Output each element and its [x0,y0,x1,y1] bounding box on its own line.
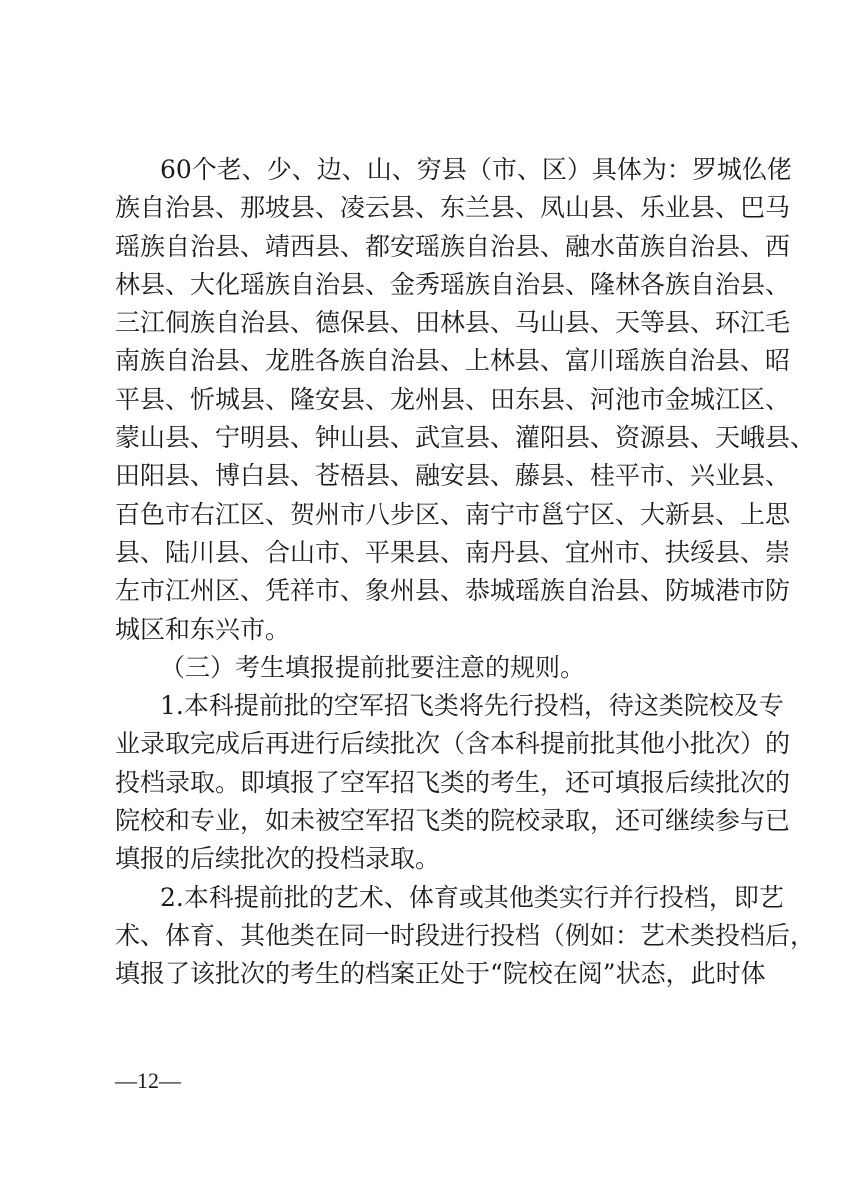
text-line: 1.本科提前批的空军招飞类将先行投档，待这类院校及专 [160,691,784,721]
text-line: （三）考生填报提前批要注意的规则。 [160,652,586,682]
paragraph [115,879,816,994]
text-line: 城区和东兴市。 [115,614,291,644]
paragraph [115,151,816,649]
text-line: 60个老、少、边、山、穷县（市、区）具体为：罗城仫佬 [160,155,792,184]
text-line: 院校和专业，如未被空军招飞类的院校录取，还可继续参与已 [115,806,791,836]
text-line: 投档录取。即填报了空军招飞类的考生，还可填报后续批次的 [115,767,791,797]
text-line: 平县、忻城县、隆安县、龙州县、田东县、河池市金城江区、 [115,384,791,414]
section-heading [115,649,740,687]
document-body [115,151,816,994]
text-line: 三江侗族自治县、德保县、田林县、马山县、天等县、环江毛 [115,308,791,338]
text-line: 业录取完成后再进行后续批次（含本科提前批其他小批次）的 [115,729,791,759]
page-number: —12— [115,1068,181,1093]
text-line: 术、体育、其他类在同一时段进行投档（例如：艺术类投档后， [115,920,816,950]
text-line: 左市江州区、凭祥市、象州县、恭城瑶族自治县、防城港市防 [115,576,791,606]
text-line: 族自治县、那坡县、凌云县、东兰县、凤山县、乐业县、巴马 [115,193,791,223]
text-line: 田阳县、博白县、苍梧县、融安县、藤县、桂平市、兴业县、 [115,461,791,491]
text-line: 2.本科提前批的艺术、体育或其他类实行并行投档，即艺 [160,882,784,912]
paragraph [115,687,791,878]
text-line: 南族自治县、龙胜各族自治县、上林县、富川瑶族自治县、昭 [115,346,791,376]
text-line: 蒙山县、宁明县、钟山县、武宣县、灌阳县、资源县、天峨县、 [115,423,816,453]
text-line: 填报的后续批次的投档录取。 [115,844,441,874]
text-line: 县、陆川县、合山市、平果县、南丹县、宜州市、扶绥县、崇 [115,537,791,567]
text-line: 林县、大化瑶族自治县、金秀瑶族自治县、隆林各族自治县、 [115,269,791,299]
text-line: 百色市右江区、贺州市八步区、南宁市邕宁区、大新县、上思 [115,499,791,529]
text-line: 填报了该批次的考生的档案正处于“院校在阅”状态，此时体 [115,959,766,989]
text-line: 瑶族自治县、靖西县、都安瑶族自治县、融水苗族自治县、西 [115,231,791,261]
